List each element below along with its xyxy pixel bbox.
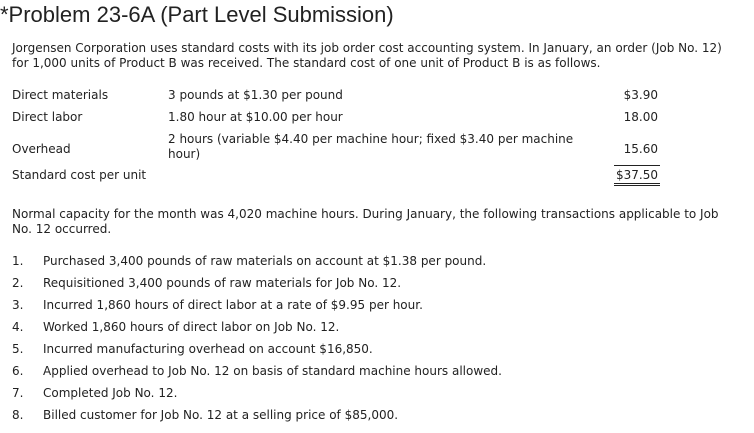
list-item-text: Incurred 1,860 hours of direct labor at a rate of $9.95 per hour.	[43, 298, 423, 312]
list-item-number: 5.	[12, 342, 24, 356]
list-item-number: 8.	[12, 408, 24, 422]
cost-row-amount: $3.90	[623, 88, 658, 102]
total-label: Standard cost per unit	[12, 168, 147, 182]
list-item-number: 3.	[12, 298, 24, 312]
cost-row-direct-labor	[12, 106, 662, 128]
list-item-text: Requisitioned 3,400 pounds of raw materials for Job No. 12.	[43, 276, 402, 290]
normal-capacity-paragraph: Normal capacity for the month was 4,020 machine hours. During January, the following transactions applicable to Job No. 12 occurred.	[12, 207, 719, 236]
list-item-number: 1.	[12, 254, 24, 268]
cost-row-amount: 18.00	[623, 110, 658, 124]
list-item-number: 4.	[12, 320, 24, 334]
cost-row-direct-materials	[12, 84, 662, 106]
standard-cost-table	[12, 84, 662, 190]
list-item-number: 6.	[12, 364, 24, 378]
cost-row-amount: 15.60	[623, 142, 658, 156]
total-amount: $37.50	[614, 165, 660, 186]
list-item-number: 2.	[12, 276, 24, 290]
cost-row-total	[12, 164, 662, 190]
cost-row-label: Direct materials	[12, 88, 109, 102]
list-item-text: Worked 1,860 hours of direct labor on Job No. 12.	[43, 320, 340, 334]
cost-row-label: Direct labor	[12, 110, 83, 124]
intro-paragraph: Jorgensen Corporation uses standard costs with its job order cost accounting system. In January, an order (Job No. 12) for 1,000 units of Product B was received. The standard cost of one unit of Product B is as follows.	[12, 41, 722, 70]
cost-row-description: 2 hours (variable $4.40 per machine hour; fixed $3.40 per machine hour)	[168, 132, 574, 161]
list-item-text: Purchased 3,400 pounds of raw materials on account at $1.38 per pound.	[43, 254, 487, 268]
list-item-text: Billed customer for Job No. 12 at a selling price of $85,000.	[43, 408, 399, 422]
list-item-text: Incurred manufacturing overhead on account $16,850.	[43, 342, 373, 356]
cost-row-label: Overhead	[12, 142, 71, 156]
cost-row-description: 3 pounds at $1.30 per pound	[168, 88, 343, 102]
list-item-number: 7.	[12, 386, 24, 400]
list-item-text: Applied overhead to Job No. 12 on basis of standard machine hours allowed.	[43, 364, 502, 378]
cost-row-description: 1.80 hour at $10.00 per hour	[168, 110, 343, 124]
page-title: *Problem 23-6A (Part Level Submission)	[0, 2, 394, 27]
cost-row-overhead	[12, 128, 662, 164]
list-item-text: Completed Job No. 12.	[43, 386, 178, 400]
